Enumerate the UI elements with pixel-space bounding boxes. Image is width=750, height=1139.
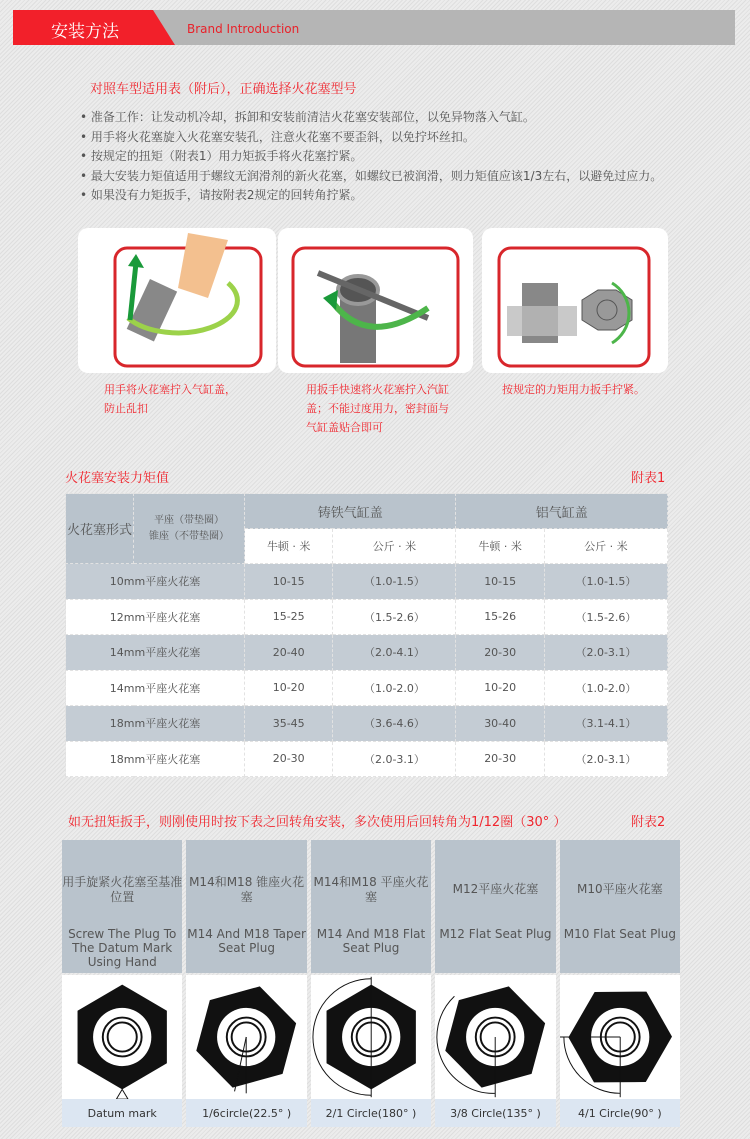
- label-zh: M12平座火花塞: [452, 882, 539, 896]
- header-title: 安装方法: [51, 22, 119, 42]
- list-item: • 按规定的扭矩（附表1）用力矩扳手将火花塞拧紧。: [80, 149, 363, 163]
- header-iron: 铸铁气缸盖: [245, 494, 456, 529]
- column-header: [62, 840, 182, 973]
- list-item: • 最大安装力矩值适用于螺纹无润滑剂的新火花塞，如螺纹已被润滑，则力矩值应该1/3左右，以避免过应力。: [80, 168, 663, 183]
- column-header: [311, 840, 431, 973]
- torque-cell: （1.5-2.6）: [544, 599, 667, 635]
- unit-kgm: 公斤 · 米: [333, 529, 456, 564]
- step-image-hand: [78, 228, 276, 373]
- table-row: [66, 741, 668, 777]
- seat-flat: 平座（带垫圈）: [154, 514, 224, 526]
- table-row: [66, 706, 668, 742]
- torque-cell: （2.0-3.1）: [544, 741, 667, 777]
- rotation-angle-table: [62, 840, 680, 1127]
- plug-type-cell: 10mm平座火花塞: [66, 564, 245, 600]
- header-subtitle: Brand Introduction: [187, 22, 300, 36]
- torque-cell: 20-30: [456, 635, 544, 671]
- table1-tag: 附表1: [631, 471, 666, 486]
- table2-tag: 附表2: [631, 815, 666, 830]
- label-zh: 用手旋紧火花塞至基准位置: [62, 874, 183, 904]
- column-header: [186, 840, 306, 973]
- torque-cell: 20-40: [245, 635, 333, 671]
- step-caption: 用手将火花塞拧入气缸盖，防止乱扣: [104, 383, 236, 415]
- hex-nut-diagram-icon: [560, 975, 680, 1099]
- torque-cell: 10-15: [245, 564, 333, 600]
- torque-cell: （2.0-4.1）: [333, 635, 456, 671]
- section-header: [13, 10, 735, 45]
- unit-kgm: 公斤 · 米: [544, 529, 667, 564]
- step-image-wrench: [278, 228, 473, 373]
- intro-title: 对照车型适用表（附后），正确选择火花塞型号: [90, 82, 357, 97]
- list-item: • 用手将火花塞旋入火花塞安装孔，注意火花塞不要歪斜，以免拧坏丝扣。: [80, 129, 475, 144]
- table-row: [66, 599, 668, 635]
- column-header: [435, 840, 555, 973]
- torque-cell: （2.0-3.1）: [333, 741, 456, 777]
- label-zh: M10平座火花塞: [577, 882, 663, 896]
- label-en: Screw The Plug To The Datum Mark Using Hand: [68, 927, 177, 969]
- label-en: M14 And M18 Taper Seat Plug: [187, 927, 306, 955]
- torque-cell: （3.6-4.6）: [333, 706, 456, 742]
- table2-title: 如无扭矩扳手，则刚使用时按下表之回转角安装，多次使用后回转角为1/12圈（30° ）: [68, 815, 567, 830]
- torque-table: [65, 493, 668, 777]
- plug-type-cell: 14mm平座火花塞: [66, 635, 245, 671]
- plug-type-cell: 14mm平座火花塞: [66, 670, 245, 706]
- torque-cell: 20-30: [245, 741, 333, 777]
- angle-label: 3/8 Circle(135° ): [435, 1099, 555, 1127]
- hex-nut-diagram-icon: [435, 975, 555, 1099]
- table-row: [66, 635, 668, 671]
- torque-cell: 35-45: [245, 706, 333, 742]
- angle-label: 2/1 Circle(180° ): [311, 1099, 431, 1127]
- torque-cell: 15-25: [245, 599, 333, 635]
- unit-nm: 牛顿 · 米: [456, 529, 544, 564]
- label-zh: M14和M18 平座火花塞: [313, 874, 429, 904]
- label-en: M10 Flat Seat Plug: [563, 927, 676, 941]
- torque-cell: （3.1-4.1）: [544, 706, 667, 742]
- torque-cell: （1.5-2.6）: [333, 599, 456, 635]
- torque-cell: 10-20: [245, 670, 333, 706]
- torque-cell: （1.0-2.0）: [544, 670, 667, 706]
- hex-nut-diagram-icon: [311, 975, 431, 1099]
- label-en: M12 Flat Seat Plug: [439, 927, 552, 941]
- seat-taper: 锥座（不带垫圈）: [149, 530, 229, 542]
- angle-label: 1/6circle(22.5° ): [186, 1099, 306, 1127]
- angle-label: 4/1 Circle(90° ): [560, 1099, 680, 1127]
- unit-nm: 牛顿 · 米: [245, 529, 333, 564]
- rotation-column: [560, 840, 680, 1127]
- header-seat: [134, 494, 245, 564]
- rotation-column: [435, 840, 555, 1127]
- rotation-column: [62, 840, 182, 1127]
- column-header: [560, 840, 680, 973]
- header-aluminum: 铝气缸盖: [456, 494, 668, 529]
- table1-title: 火花塞安装力矩值: [65, 471, 170, 486]
- torque-cell: （1.0-1.5）: [333, 564, 456, 600]
- angle-label: Datum mark: [62, 1099, 182, 1127]
- label-en: M14 And M18 Flat Seat Plug: [316, 927, 426, 955]
- step-caption: 用扳手快速将火花塞拧入汽缸盖；不能过度用力，密封面与气缸盖贴合即可: [306, 383, 449, 434]
- torque-cell: 15-26: [456, 599, 544, 635]
- torque-cell: （1.0-1.5）: [544, 564, 667, 600]
- list-item: • 如果没有力矩扳手，请按附表2规定的回转角拧紧。: [80, 188, 363, 202]
- hex-nut-diagram-icon: [62, 975, 182, 1099]
- torque-cell: （2.0-3.1）: [544, 635, 667, 671]
- torque-cell: 20-30: [456, 741, 544, 777]
- step-image-torque: [482, 228, 668, 373]
- rotation-column: [186, 840, 306, 1127]
- hex-nut-diagram-icon: [186, 975, 306, 1099]
- table-row: [66, 564, 668, 600]
- plug-type-cell: 18mm平座火花塞: [66, 706, 245, 742]
- rotation-column: [311, 840, 431, 1127]
- plug-type-cell: 12mm平座火花塞: [66, 599, 245, 635]
- torque-cell: （1.0-2.0）: [333, 670, 456, 706]
- torque-cell: 10-15: [456, 564, 544, 600]
- plug-type-cell: 18mm平座火花塞: [66, 741, 245, 777]
- torque-cell: 30-40: [456, 706, 544, 742]
- label-zh: M14和M18 锥座火花塞: [189, 874, 305, 904]
- table-row: [66, 670, 668, 706]
- list-item: • 准备工作：让发动机冷却，拆卸和安装前清洁火花塞安装部位，以免异物落入气缸。: [80, 110, 535, 124]
- header-type: 火花塞形式: [66, 494, 134, 564]
- torque-cell: 10-20: [456, 670, 544, 706]
- instruction-list: [80, 108, 680, 206]
- step-caption: 按规定的力矩用力扳手拧紧。: [502, 383, 645, 396]
